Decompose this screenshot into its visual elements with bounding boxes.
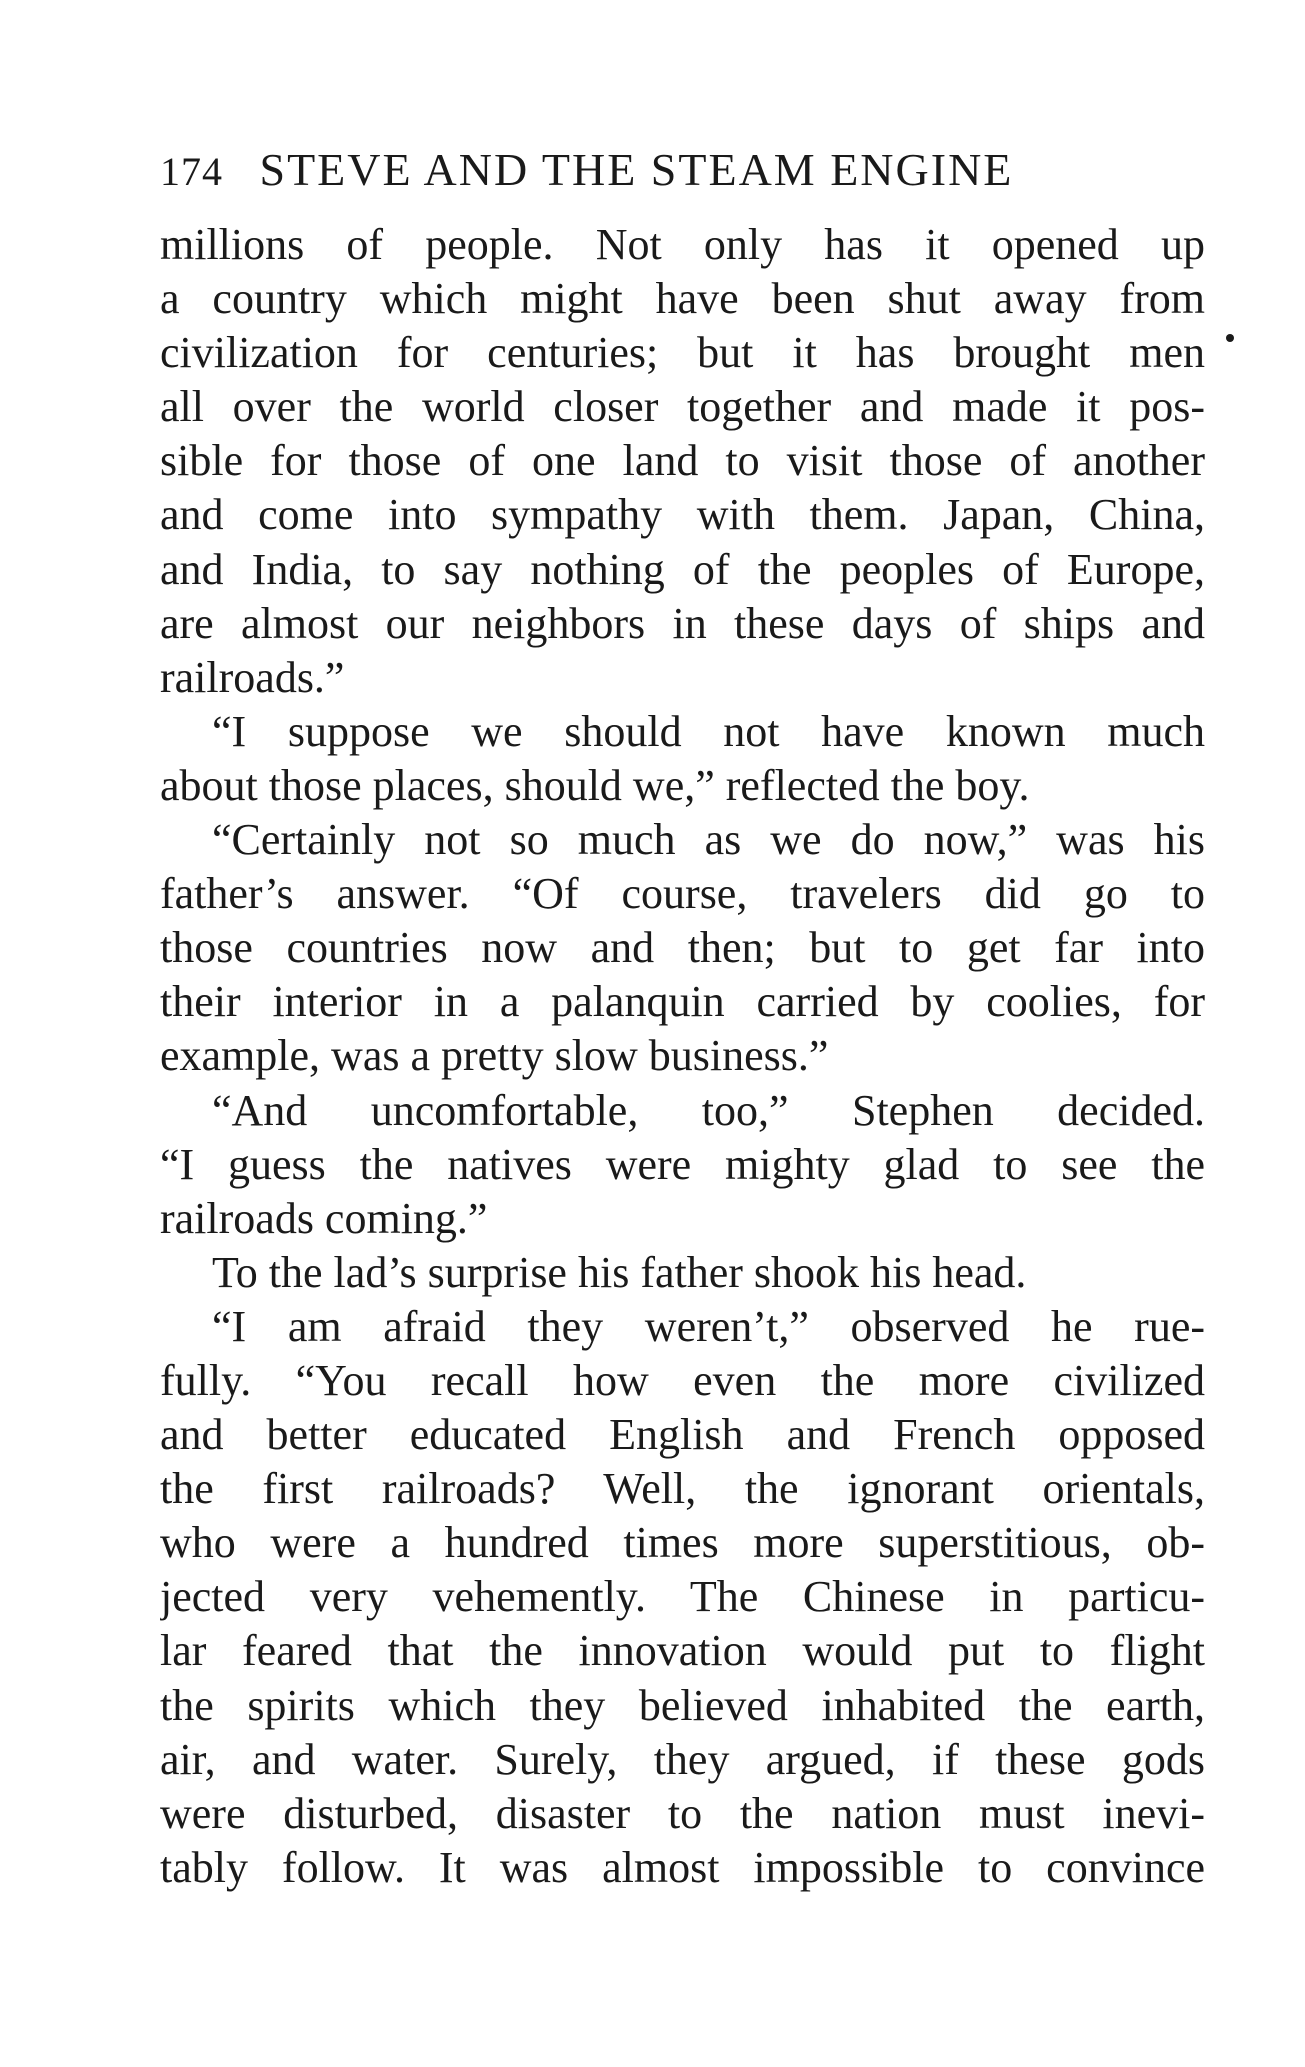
text-line: a country which might have been shut away from — [160, 274, 1205, 324]
text-line: the first railroads? Well, the ignorant orientals, — [160, 1464, 1205, 1514]
text-line: “Certainly not so much as we do now,” was his — [212, 815, 1205, 865]
text-line: fully. “You recall how even the more civilized — [160, 1355, 1205, 1405]
text-line: and better educated English and French opposed — [160, 1410, 1205, 1460]
text-line: all over the world closer together and made it pos- — [160, 382, 1205, 432]
text-line: those countries now and then; but to get far into — [160, 923, 1205, 973]
text-line: millions of people. Not only has it opened up — [160, 220, 1205, 269]
running-head-title: STEVE AND THE STEAM ENGINE — [259, 144, 1014, 195]
text-line: tably follow. It was almost impossible to convince — [160, 1842, 1205, 1892]
body-text — [160, 218, 1205, 1895]
text-line: “I am afraid they weren’t,” observed he rue- — [212, 1301, 1205, 1351]
page-number: 174 — [160, 149, 223, 194]
text-line: air, and water. Surely, they argued, if these gods — [160, 1734, 1205, 1784]
text-line: “I suppose we should not have known much — [212, 706, 1205, 756]
text-line: the spirits which they believed inhabited the earth, — [160, 1680, 1205, 1730]
text-line: sible for those of one land to visit those of another — [160, 436, 1205, 486]
text-line: were disturbed, disaster to the nation must inevi- — [160, 1788, 1205, 1838]
text-line: To the lad’s surprise his father shook his head. — [212, 1247, 1027, 1297]
ink-speck — [1226, 334, 1234, 342]
text-line: civilization for centuries; but it has brought men — [160, 328, 1205, 378]
text-line: and come into sympathy with them. Japan, China, — [160, 490, 1205, 540]
text-line: railroads coming.” — [160, 1193, 488, 1243]
text-line: are almost our neighbors in these days of ships and — [160, 598, 1205, 648]
running-head — [160, 140, 1180, 200]
text-line: lar feared that the innovation would put to flight — [160, 1626, 1205, 1676]
text-line: their interior in a palanquin carried by coolies, for — [160, 977, 1205, 1027]
text-line: who were a hundred times more superstitious, ob- — [160, 1518, 1205, 1568]
text-line: and India, to say nothing of the peoples of Europe, — [160, 544, 1205, 594]
text-line: father’s answer. “Of course, travelers did go to — [160, 869, 1205, 919]
text-line: “I guess the natives were mighty glad to see the — [160, 1139, 1205, 1189]
text-line: “And uncomfortable, too,” Stephen decided. — [212, 1085, 1205, 1135]
text-line: example, was a pretty slow business.” — [160, 1031, 829, 1081]
text-line: jected very vehemently. The Chinese in particu- — [160, 1572, 1205, 1622]
text-line: railroads.” — [160, 652, 345, 702]
text-line: about those places, should we,” reflected the boy. — [160, 760, 1030, 810]
